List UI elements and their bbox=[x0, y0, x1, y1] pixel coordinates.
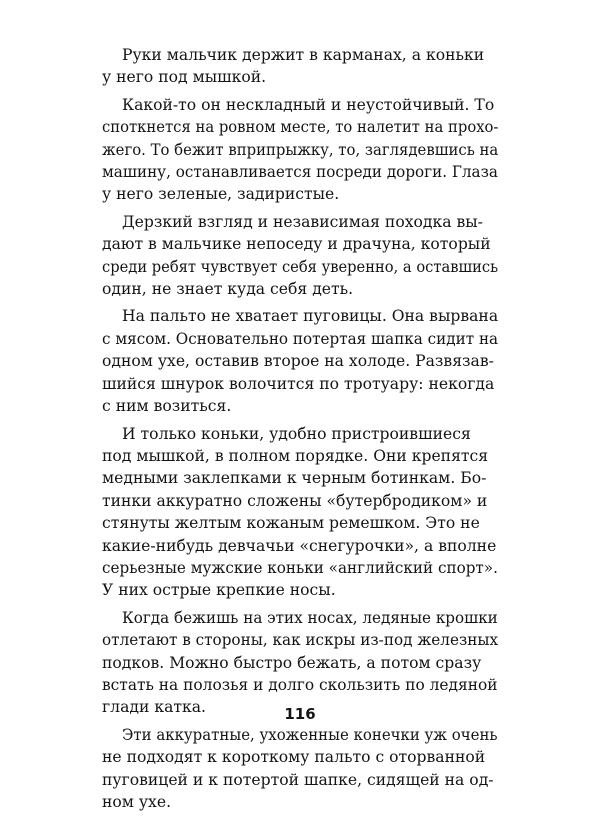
paragraph-6 bbox=[102, 607, 498, 719]
text-line: Какой-то он нескладный и неустойчивый. То bbox=[122, 95, 495, 114]
text-line: глади катка. bbox=[102, 698, 206, 717]
text-column bbox=[102, 44, 498, 818]
paragraph-4 bbox=[102, 305, 498, 417]
text-line: Эти аккуратные, ухоженные конечки уж очень bbox=[122, 725, 498, 744]
text-line: На пальто не хватает пуговицы. Она вырвана bbox=[122, 307, 498, 326]
text-line: один, не знает куда себя деть. bbox=[102, 280, 354, 299]
text-line: под мышкой, в полном порядке. Они крепятся bbox=[102, 446, 489, 465]
text-line: встать на полозья и долго скользить по ледяной bbox=[102, 675, 498, 694]
text-line: стянуты желтым кожаным ремешком. Это не bbox=[102, 514, 480, 533]
text-line: серьезные мужские коньки «английский спорт». bbox=[102, 558, 498, 577]
paragraph-7 bbox=[102, 724, 498, 814]
text-line: жего. То бежит вприпрыжку, то, заглядевшись на bbox=[102, 140, 498, 159]
text-line: шийся шнурок волочится по тротуару: некогда bbox=[102, 374, 495, 393]
paragraph-2 bbox=[102, 94, 498, 206]
text-line: у него зеленые, задиристые. bbox=[102, 185, 340, 204]
text-line: одном ухе, оставив второе на холоде. Развязав- bbox=[102, 352, 494, 371]
text-line: у него под мышкой. bbox=[102, 68, 267, 87]
paragraph-1 bbox=[102, 44, 498, 89]
text-line: пуговицей и к потертой шапке, сидящей на од- bbox=[102, 770, 494, 789]
text-line: Когда бежишь на этих носах, ледяные крошки bbox=[122, 608, 498, 627]
text-line: тинки аккуратно сложены «бутербродиком» и bbox=[102, 491, 488, 510]
text-line: И только коньки, удобно пристроившиеся bbox=[122, 424, 471, 443]
paragraph-5 bbox=[102, 423, 498, 602]
page-number: 116 bbox=[284, 705, 316, 723]
text-line: Руки мальчик держит в карманах, а коньки bbox=[122, 46, 485, 64]
text-line: ном ухе. bbox=[102, 793, 172, 811]
text-line: У них острые крепкие носы. bbox=[102, 581, 336, 600]
text-line: споткнется на ровном месте, то налетит на прохо- bbox=[102, 118, 498, 137]
text-line: машину, останавливается посреди дороги. Глаза bbox=[102, 163, 498, 182]
text-line: медными заклепками к черным ботинкам. Бо- bbox=[102, 469, 487, 488]
text-line: дают в мальчике непоседу и драчуна, который bbox=[102, 235, 491, 254]
text-line: какие-нибудь девчачьи «снегурочки», а вполне bbox=[102, 536, 497, 555]
paragraph-3 bbox=[102, 211, 498, 301]
text-line: подков. Можно быстро бежать, а потом сразу bbox=[102, 653, 482, 672]
text-line: с ним возиться. bbox=[102, 397, 232, 416]
text-line: отлетают в стороны, как искры из-под железных bbox=[102, 631, 498, 650]
text-line: Дерзкий взгляд и независимая походка вы- bbox=[122, 212, 483, 231]
text-line: не подходят к короткому пальто с оторванной bbox=[102, 748, 486, 767]
text-line: с мясом. Основательно потертая шапка сидит на bbox=[102, 329, 498, 348]
text-line: среди ребят чувствует себя уверенно, а оставшись bbox=[102, 257, 498, 276]
